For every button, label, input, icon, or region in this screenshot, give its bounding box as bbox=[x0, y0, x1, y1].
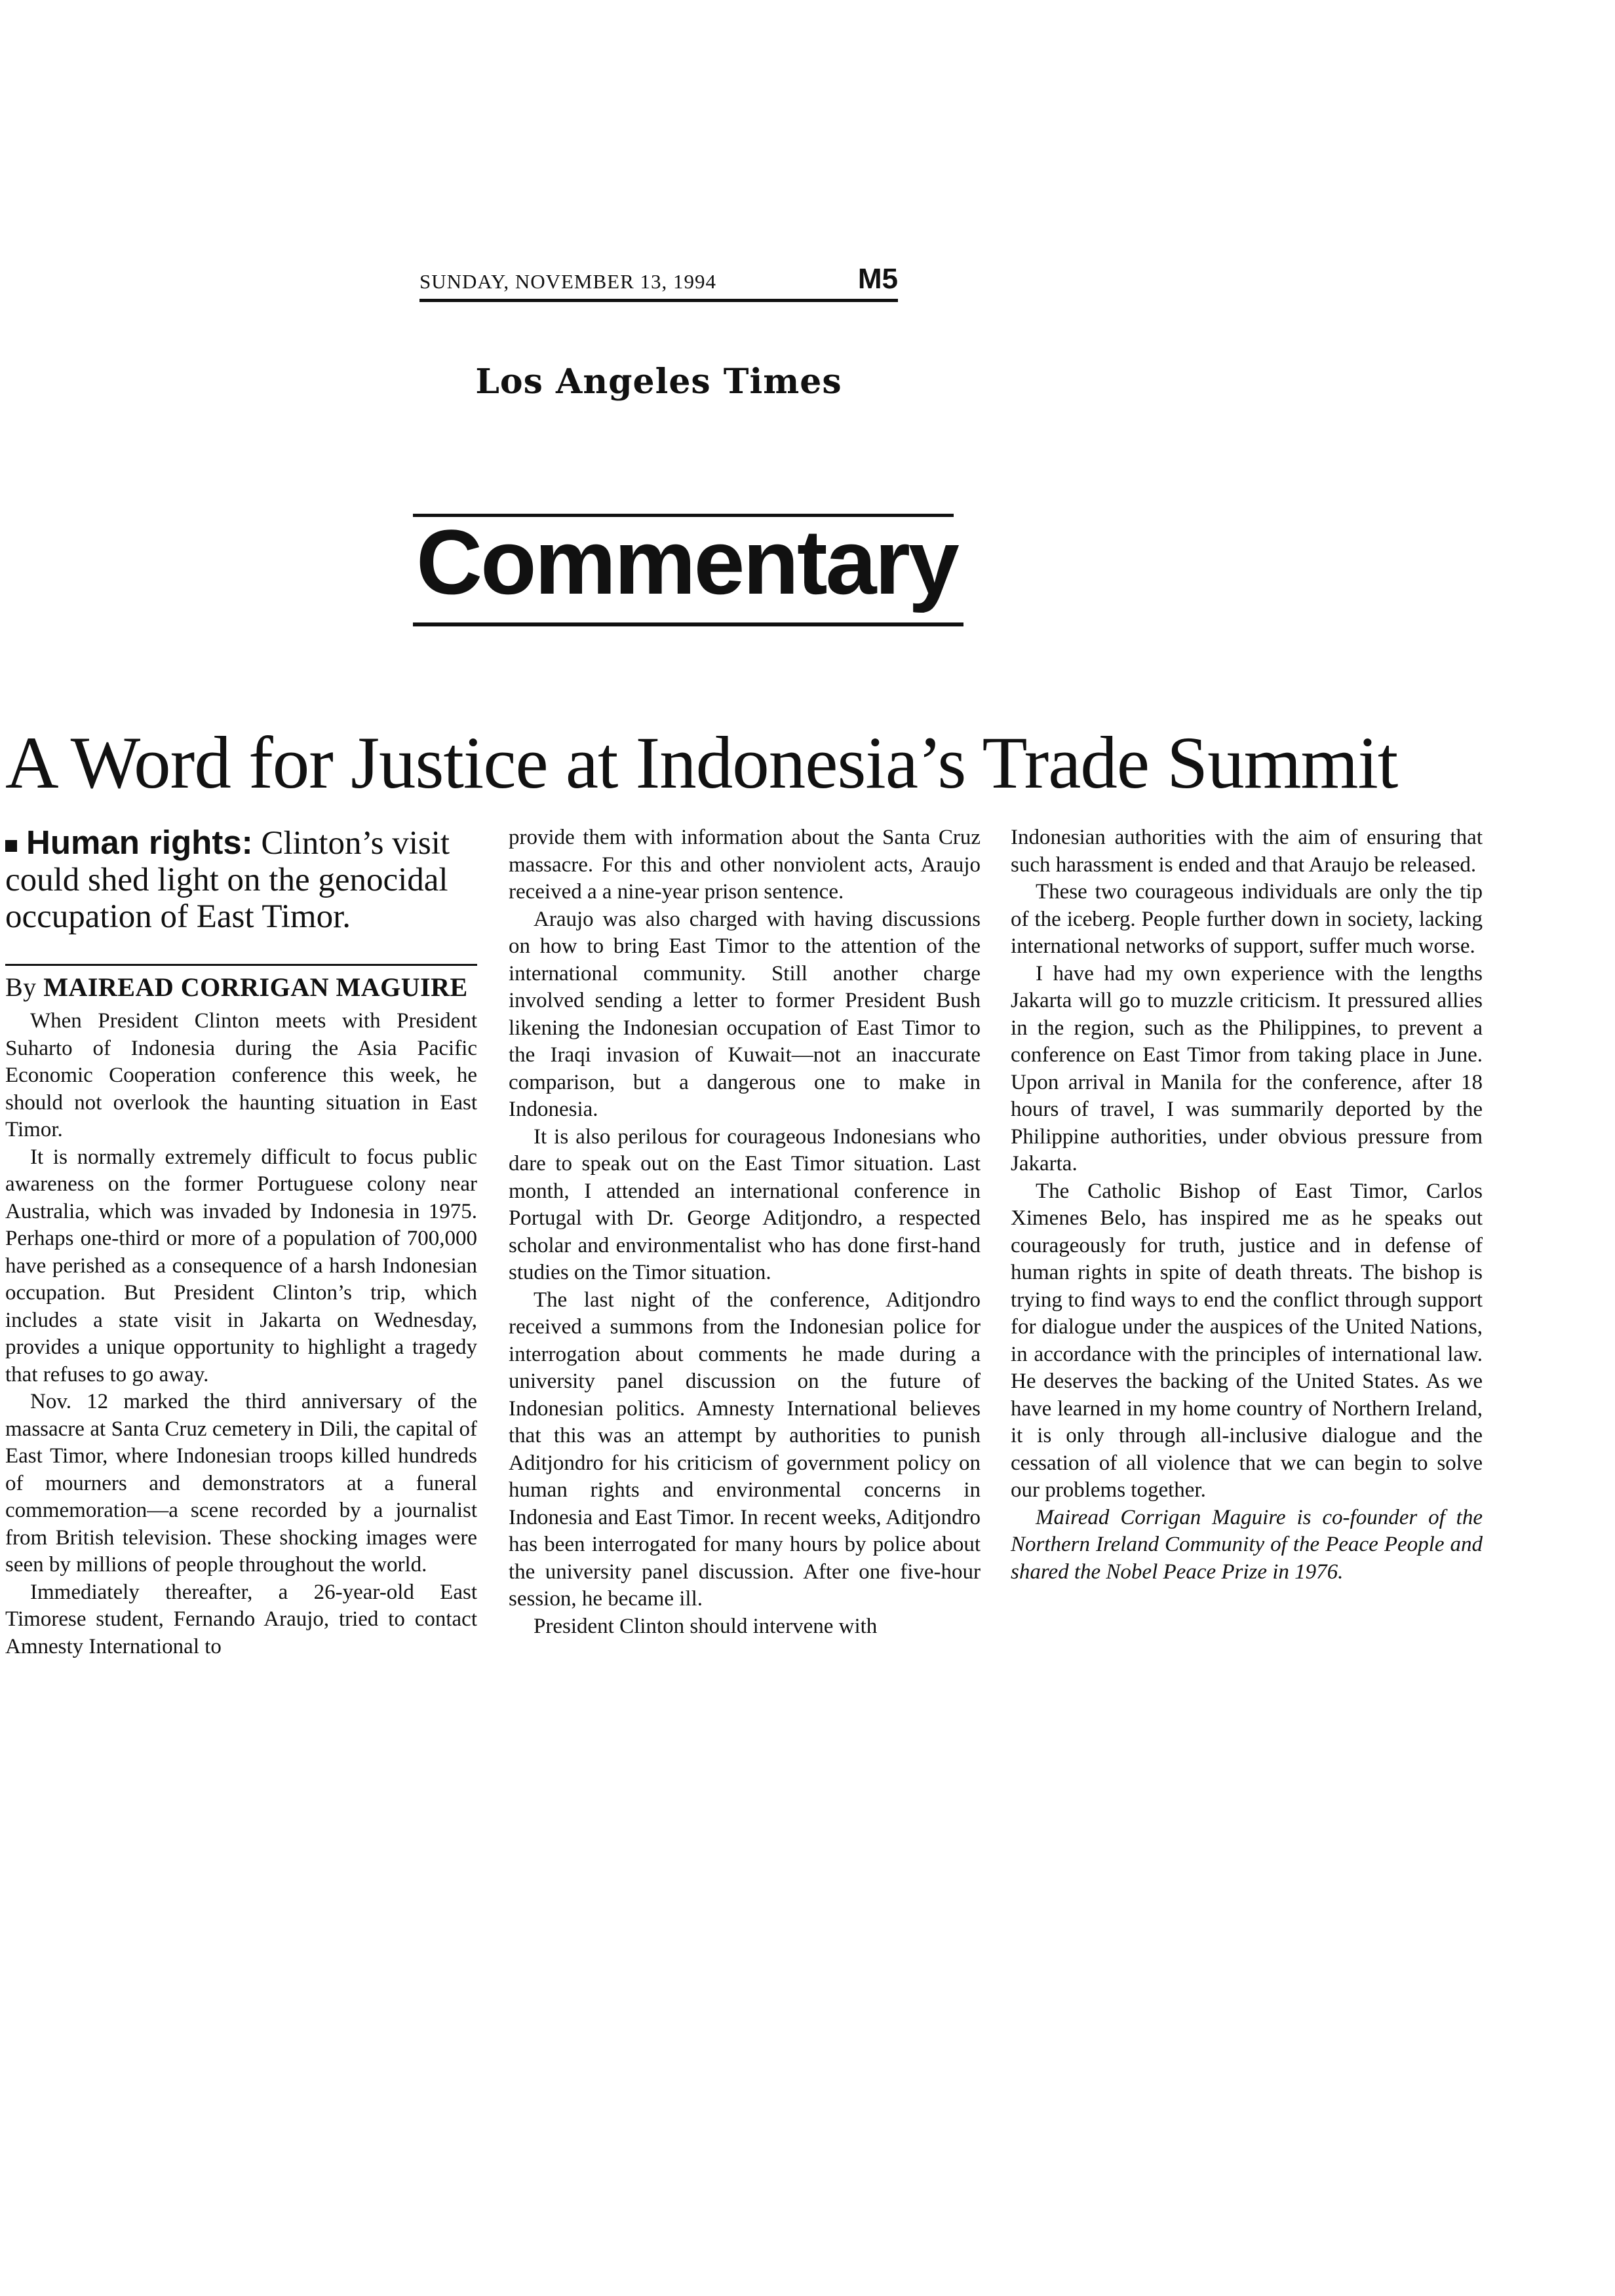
section-bottom-rule bbox=[413, 622, 963, 626]
paragraph: Indonesian authorities with the aim of ensuring that such harassment is ended and that Araujo be released. bbox=[1011, 826, 1483, 877]
newspaper-masthead: Los Angeles Times bbox=[475, 362, 842, 402]
page-number: M5 bbox=[857, 263, 898, 295]
subhead-text: Clinton’s visit could shed light on the genocidal occupation of East Timor. bbox=[5, 825, 450, 935]
paragraph: I have had my own experience with the lengths Jakarta will go to muzzle criticism. It pressured allies in the region, such as the Philippines, to prevent a conference on East Timor from taking place in June. Upon arrival in Manila for the conference, after 18 hours of travel, I was summarily deported by the Philippine authorities, under obvious pressure from Jakarta. bbox=[1011, 961, 1483, 1176]
dateline bbox=[419, 265, 898, 302]
paragraph: Immediately thereafter, a 26-year-old East Timorese student, Fernando Araujo, tried to contact Amnesty International to bbox=[5, 1580, 477, 1658]
paragraph: provide them with information about the Santa Cruz massacre. For this and other nonviolent acts, Araujo received a a nine-year prison sentence. bbox=[509, 826, 981, 904]
paragraph: It is normally extremely difficult to focus public awareness on the former Portuguese colony near Australia, which was invaded by Indonesia in 1975. Perhaps one-third or more of a population of 700,000 have perished as a consequence of a harsh Indonesian occupation. But President Clinton’s trip, which includes a state visit in Jakarta on Wednesday, provides a unique opportunity to highlight a tragedy that refuses to go away. bbox=[5, 1145, 477, 1387]
section-title: Commentary bbox=[416, 510, 958, 613]
paragraph: President Clinton should intervene with bbox=[534, 1614, 878, 1638]
paragraph: These two courageous individuals are only the tip of the iceberg. People further down in society, lacking international networks of support, suffer much worse. bbox=[1011, 880, 1483, 958]
byline-author: MAIREAD CORRIGAN MAGUIRE bbox=[43, 972, 468, 1002]
paragraph: The last night of the conference, Aditjondro received a summons from the Indonesian police for interrogation about comments he made during a university panel discussion on the future of Indonesian politics. Amnesty International believes that this was an attempt by authorities to punish Aditjondro for his criticism of government policy on human rights and environmental concerns in Indonesia and East Timor. In recent weeks, Aditjondro has been interrogated for many hours by police about the university panel discussion. After one five-hour session, he became ill. bbox=[509, 1288, 981, 1611]
article-headline: A Word for Justice at Indonesia’s Trade Summit bbox=[5, 722, 1398, 804]
bullet-icon bbox=[5, 840, 17, 852]
byline bbox=[5, 964, 477, 1004]
byline-prefix: By bbox=[5, 972, 37, 1002]
paragraph: It is also perilous for courageous Indonesians who dare to speak out on the East Timor situation. Last month, I attended an international conference in Portugal with Dr. George Aditjondro, a respected scholar and environmentalist who has done first-hand studies on the Timor situation. bbox=[509, 1124, 981, 1284]
paragraph: Araujo was also charged with having discussions on how to bring East Timor to the attention of the international community. Still another charge involved sending a letter to former President Bush likening the Indonesian occupation of East Timor to the Iraqi invasion of Kuwait—not an inaccurate comparison, but a dangerous one to make in Indonesia. bbox=[509, 907, 981, 1121]
article-column-1 bbox=[5, 824, 477, 1660]
author-bio: Mairead Corrigan Maguire is co-founder of the Northern Ireland Community of the Peace People and shared the Nobel Peace Prize in 1976. bbox=[1011, 1505, 1483, 1584]
paragraph: The Catholic Bishop of East Timor, Carlos Ximenes Belo, has inspired me as he speaks out courageously for truth, justice and in defense of human rights in spite of death threats. The bishop is trying to find ways to end the conflict through support for dialogue under the auspices of the United Nations, in accordance with the principles of international law. He deserves the backing of the United States. As we have learned in my home country of Northern Ireland, it is only through all-inclusive dialogue and the cessation of all violence that we can begin to solve our problems together. bbox=[1011, 1179, 1483, 1502]
publication-date: SUNDAY, NOVEMBER 13, 1994 bbox=[419, 270, 717, 293]
article-subhead bbox=[5, 824, 477, 935]
subhead-kicker: Human rights: bbox=[26, 824, 253, 861]
article-column-2 bbox=[509, 824, 981, 1640]
article-column-3 bbox=[1011, 824, 1483, 1586]
paragraph: Nov. 12 marked the third anniversary of the massacre at Santa Cruz cemetery in Dili, the capital of East Timor, where Indonesian troops killed hundreds of mourners and demonstrators at a funeral commemoration—a scene recorded by a journalist from British television. These shocking images were seen by millions of people throughout the world. bbox=[5, 1390, 477, 1577]
paragraph: When President Clinton meets with President Suharto of Indonesia during the Asia Pacific Economic Cooperation conference this week, he should not overlook the haunting situation in East Timor. bbox=[5, 1009, 477, 1141]
